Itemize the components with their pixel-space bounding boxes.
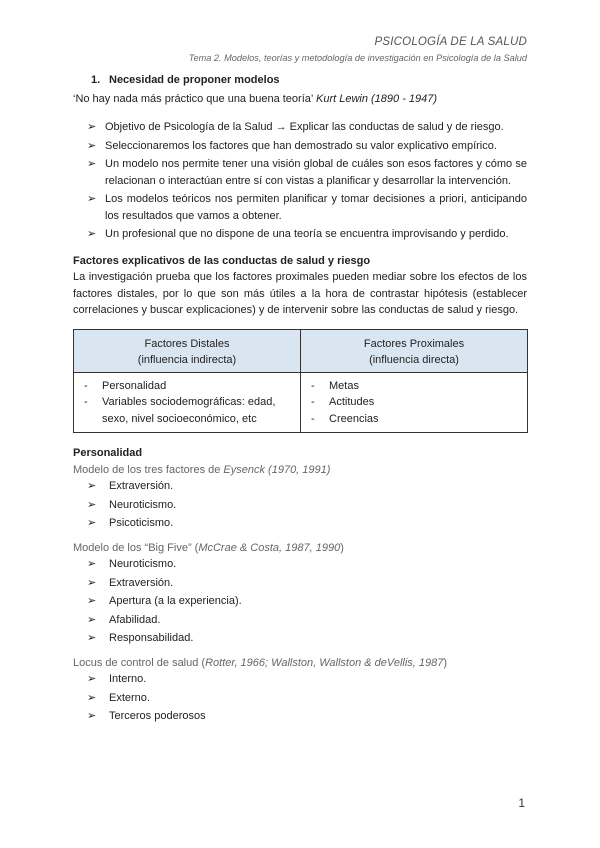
eysenck-label: Modelo de los tres factores de (73, 463, 224, 476)
header-subtitle: Tema 2. Modelos, teorías y metodología de investigación en Psicología de la Salud (188, 53, 527, 63)
list-item-text: Extraversión. (109, 480, 174, 492)
list-item (73, 593, 527, 610)
bigfive-heading (73, 540, 527, 557)
list-item-text: Afabilidad. (109, 613, 161, 626)
eysenck-list (73, 478, 527, 532)
list-item (73, 515, 527, 532)
arrow-bullet-icon: ➢ (87, 193, 97, 205)
list-item-text: Neuroticismo. (109, 498, 177, 511)
list-item (73, 671, 527, 688)
quote-author: Kurt Lewin (1890 - 1947) (315, 92, 438, 105)
locus-heading (73, 655, 527, 672)
locus-close: ) (443, 656, 448, 669)
quote (73, 91, 527, 108)
list-item (73, 156, 527, 189)
list-item-text: Los modelos teóricos nos permiten planificar y tomar decisiones a priori, anticipando los resultados que vamos a obtener. (105, 193, 527, 222)
arrow-bullet-icon: ➢ (87, 139, 97, 152)
list-item-text: Neuroticismo. (109, 558, 177, 570)
list-item-text: Externo. (109, 691, 150, 704)
list-item (73, 497, 527, 514)
list-item-text: Metas (329, 379, 359, 392)
bigfive-label: Modelo de los “Big Five” ( (73, 541, 199, 554)
list-item-text: Terceros poderosos (109, 710, 206, 722)
list-item-text: Interno. (109, 673, 147, 685)
table-cell-distales (74, 373, 301, 433)
locus-list (73, 671, 527, 725)
bigfive-close: ) (340, 541, 344, 554)
list-item (73, 191, 527, 224)
list-item (73, 556, 527, 573)
arrow-bullet-icon: ➢ (87, 613, 97, 626)
factores-title: Factores explicativos de las conductas de salud y riesgo (73, 254, 371, 267)
table-cell-proximales (301, 373, 527, 433)
arrow-bullet-icon: ➢ (87, 673, 97, 685)
eysenck-ref: Eysenck (1970, 1991) (223, 463, 331, 476)
section-title: Necesidad de proponer modelos (109, 74, 280, 86)
dash-marker: - (84, 379, 88, 392)
factores-paragraph: La investigación prueba que los factores proximales pueden mediar sobre los efectos de los factores distales, por lo que son más útiles a la hora de contrastar hipótesis (establecer correlaciones y buscar explicaciones) y de intervenir sobre las conductas de salud y riesgo. (73, 271, 527, 316)
list-item (73, 612, 527, 629)
list-item (73, 138, 527, 155)
list-item (311, 411, 517, 428)
arrow-bullet-icon: ➢ (87, 632, 97, 644)
dash-marker: - (84, 396, 88, 408)
list-item-text: Actitudes (329, 396, 375, 408)
bigfive-ref: McCrae & Costa, 1987, 1990 (198, 541, 341, 554)
arrow-bullet-icon: ➢ (87, 517, 97, 529)
list-item (84, 378, 290, 395)
arrow-bullet-icon: ➢ (87, 558, 97, 570)
section-number: 1. (91, 74, 101, 86)
table-header-row (74, 330, 527, 373)
header-cell-line: Factores Proximales (363, 337, 465, 350)
arrow-bullet-icon: ➢ (87, 121, 97, 133)
list-item (73, 226, 527, 243)
page-content (73, 72, 527, 727)
header-title: PSICOLOGÍA DE LA SALUD (374, 36, 527, 48)
list-item (311, 378, 517, 395)
list-item (84, 394, 290, 427)
bigfive-list (73, 556, 527, 647)
list-item-text: Psicoticismo. (109, 517, 174, 529)
eysenck-heading (73, 462, 527, 479)
arrow-bullet-icon: ➢ (87, 691, 97, 704)
header-cell-line: (influencia directa) (369, 354, 459, 366)
list-item-text: Apertura (a la experiencia). (109, 595, 242, 607)
header-cell-line: (influencia indirecta) (137, 354, 237, 366)
list-item-text: Variables sociodemográficas: edad, sexo, nivel socioeconómico, etc (102, 396, 276, 425)
list-item-text: Personalidad (102, 379, 167, 392)
locus-ref: Rotter, 1966; Wallston, Wallston & deVellis, 1987 (205, 656, 444, 669)
table-header-proximales (301, 330, 527, 372)
bullet-list (73, 119, 527, 243)
list-item (311, 394, 517, 411)
table-row (74, 373, 527, 433)
table-header-distales (74, 330, 301, 372)
list-item (73, 630, 527, 647)
list-item (73, 478, 527, 495)
quote-text: ‘No hay nada más práctico que una buena teoría’ (73, 92, 316, 105)
dash-marker: - (311, 412, 315, 425)
list-item-text: Objetivo de Psicología de la Salud → Explicar las conductas de salud y de riesgo. (105, 121, 504, 133)
arrow-bullet-icon: ➢ (87, 576, 97, 589)
list-item (73, 690, 527, 707)
dash-marker: - (311, 379, 315, 392)
dash-marker: - (311, 396, 315, 408)
arrow-bullet-icon: ➢ (87, 595, 97, 607)
locus-label: Locus de control de salud ( (73, 656, 206, 669)
list-item-text: Responsabilidad. (109, 632, 194, 644)
list-item-text: Extraversión. (109, 576, 174, 589)
arrow-bullet-icon: ➢ (87, 710, 97, 722)
arrow-bullet-icon: ➢ (87, 228, 97, 240)
list-item-text: Un profesional que no dispone de una teoría se encuentra improvisando y perdido. (105, 228, 509, 240)
list-item (73, 708, 527, 725)
list-item-text: Seleccionaremos los factores que han demostrado su valor explicativo empírico. (105, 139, 497, 152)
factores-table (73, 329, 528, 434)
list-item-text: Creencias (329, 412, 379, 425)
arrow-bullet-icon: ➢ (87, 158, 97, 170)
arrow-bullet-icon: ➢ (87, 480, 97, 492)
list-item (73, 119, 527, 136)
arrow-bullet-icon: ➢ (87, 498, 97, 511)
list-item (73, 575, 527, 592)
section-heading (91, 72, 527, 89)
header-cell-line: Factores Distales (144, 337, 230, 350)
personalidad-title: Personalidad (73, 447, 143, 459)
page-number: 1 (518, 796, 525, 810)
list-item-text: Un modelo nos permite tener una visión global de cuáles son esos factores y cómo se relacionan o interactúan entre sí con vistas a planificar y desarrollar la intervención. (105, 158, 527, 187)
